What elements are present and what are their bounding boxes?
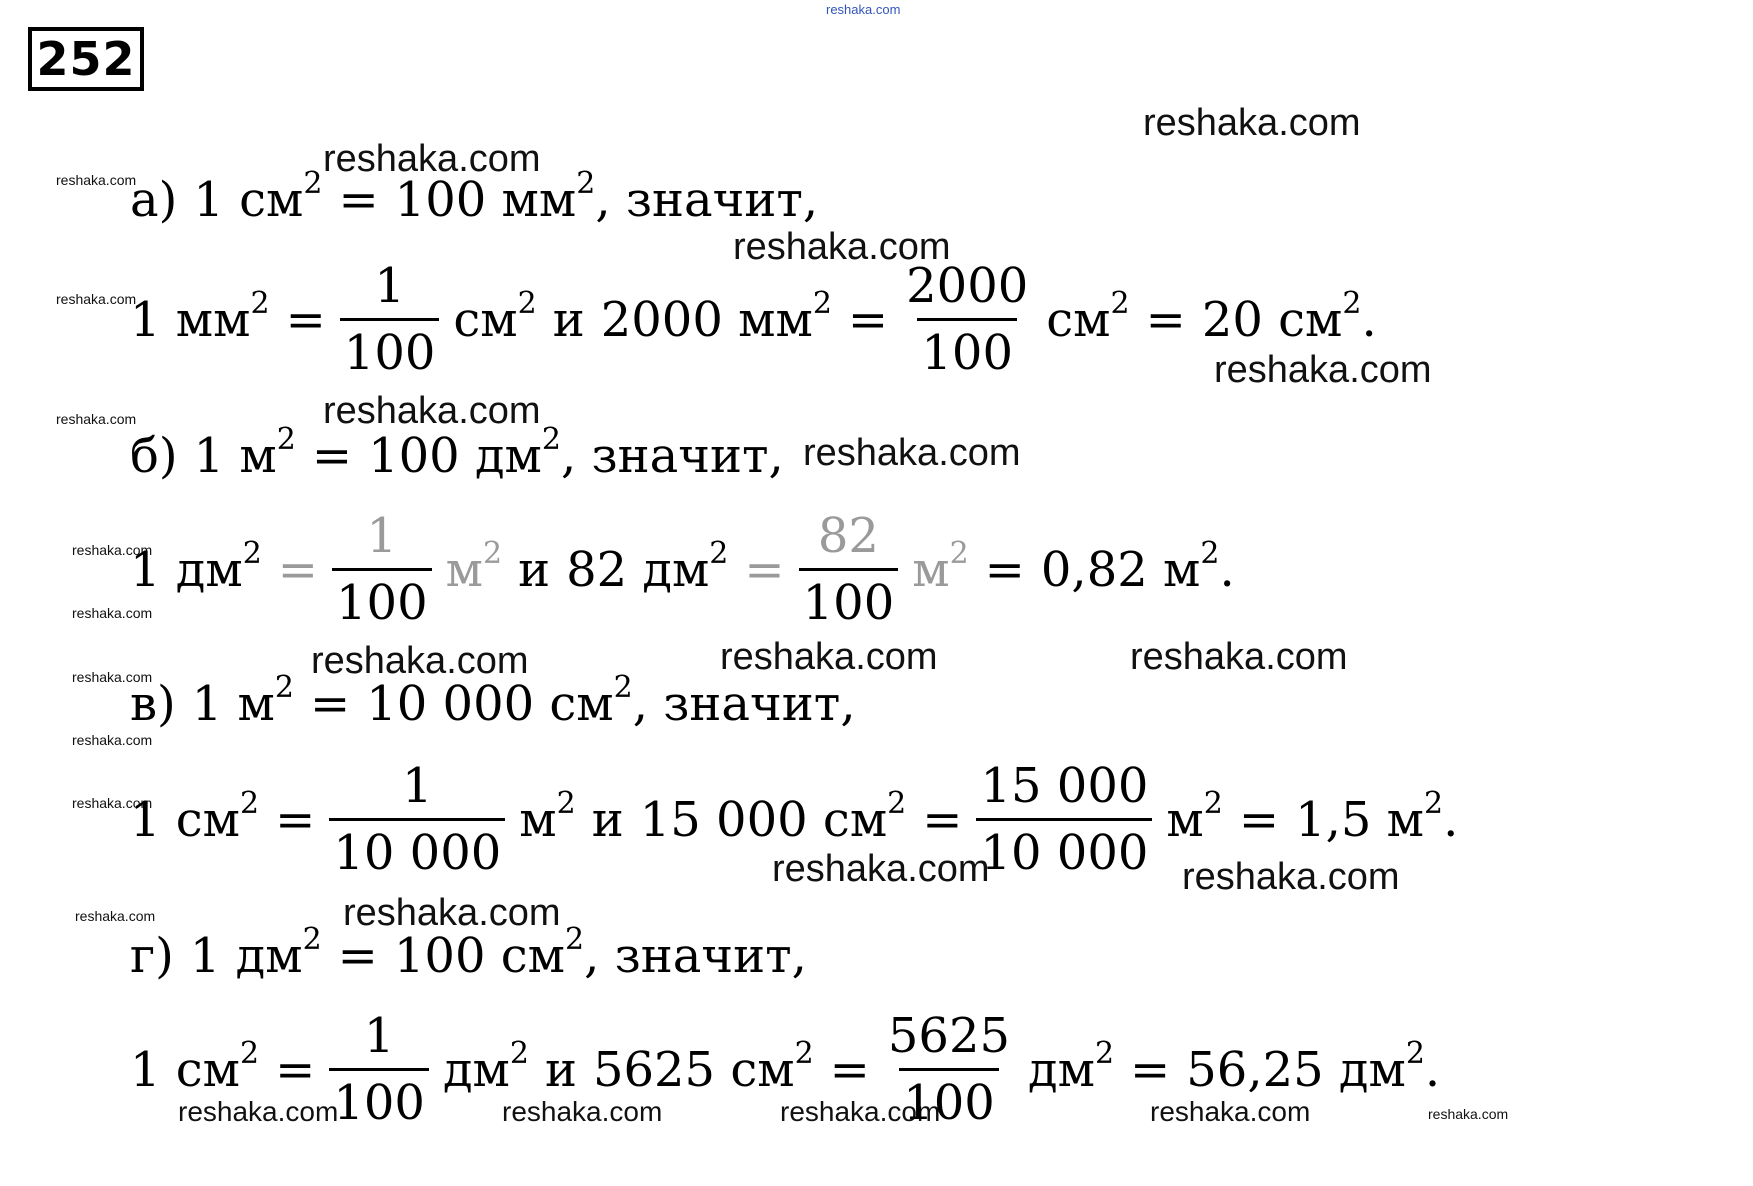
watermark: reshaka.com — [1143, 102, 1361, 144]
fraction: $\frac{5625}{100}$ — [887, 1008, 1011, 1131]
watermark: reshaka.com — [72, 795, 153, 811]
answer: 1,5 м — [1295, 791, 1425, 848]
watermark: reshaka.com — [323, 390, 541, 432]
watermark: reshaka.com — [343, 892, 561, 934]
watermark: reshaka.com — [780, 1096, 941, 1127]
watermark: reshaka.com — [1428, 1106, 1509, 1122]
watermark: reshaka.com — [502, 1096, 663, 1127]
part-label: б) — [130, 428, 178, 484]
watermark: reshaka.com — [1214, 349, 1432, 391]
watermark: reshaka.com — [56, 411, 137, 427]
watermark: reshaka.com — [772, 848, 990, 890]
answer: 56,25 дм — [1186, 1041, 1406, 1098]
part-v-result: 1 см $^2$ = $\frac{1}{10 000}$ м $^2$ и 15 000 см $^2$ = $\frac{15 000}{10 000}$ м $^2$ = 1,5 м $^2$ . — [130, 758, 1459, 881]
fraction: $\frac{1}{100}$ — [329, 1012, 429, 1127]
fraction: $\frac{1}{10 000}$ — [329, 762, 505, 877]
fraction: $\frac{2000}{100}$ — [906, 258, 1029, 381]
part-label: а) — [130, 172, 178, 228]
watermark: reshaka.com — [72, 669, 153, 685]
watermark: reshaka.com — [1182, 856, 1400, 898]
part-label: г) — [130, 928, 174, 984]
watermark: reshaka.com — [56, 172, 137, 188]
part-b-fact: б) 1 м $^2$ = 100 дм $^2$ , значит, — [130, 422, 784, 484]
part-a-fact: а) 1 см $^2$ = 100 мм $^2$ , значит, — [130, 166, 819, 228]
watermark: reshaka.com — [733, 226, 951, 268]
fraction: $\frac{82}{100}$ — [799, 512, 899, 627]
watermark-top: reshaka.com — [826, 2, 901, 17]
task-number: 252 — [28, 27, 144, 91]
watermark: reshaka.com — [72, 542, 153, 558]
watermark: reshaka.com — [720, 636, 938, 678]
part-a-result: 1 мм $^2$ = $\frac{1}{100}$ см $^2$ и 2000 мм $^2$ = $\frac{2000}{100}$ см $^2$ = 20 см $^2$ . — [130, 258, 1377, 381]
fraction: $\frac{15 000}{10 000}$ — [976, 762, 1152, 877]
watermark: reshaka.com — [72, 732, 153, 748]
watermark: reshaka.com — [1150, 1096, 1311, 1127]
watermark: reshaka.com — [75, 908, 156, 924]
part-v-fact: в) 1 м $^2$ = 10 000 см $^2$ , значит, — [130, 670, 856, 732]
watermark: reshaka.com — [803, 432, 1021, 474]
watermark: reshaka.com — [323, 138, 541, 180]
answer: 0,82 м — [1040, 541, 1201, 598]
part-g-result: 1 см $^2$ = $\frac{1}{100}$ дм $^2$ и 5625 см $^2$ = $\frac{5625}{100}$ дм $^2$ = 56,25 дм $^2$ . — [130, 1008, 1441, 1131]
watermark: reshaka.com — [72, 605, 153, 621]
fraction: $\frac{1}{100}$ — [340, 262, 440, 377]
answer: 20 см — [1201, 291, 1343, 348]
watermark: reshaka.com — [1130, 636, 1348, 678]
part-label: в) — [130, 676, 176, 732]
part-g-fact: г) 1 дм $^2$ = 100 см $^2$ , значит, — [130, 922, 807, 984]
watermark: reshaka.com — [56, 291, 137, 307]
watermark: reshaka.com — [178, 1096, 339, 1127]
watermark: reshaka.com — [311, 640, 529, 682]
fraction: $\frac{1}{100}$ — [332, 512, 432, 627]
part-b-result: 1 дм $^2$ = $\frac{1}{100}$ м $^2$ и 82 дм $^2$ = $\frac{82}{100}$ м $^2$ = 0,82 м $^2$ . — [130, 508, 1235, 631]
